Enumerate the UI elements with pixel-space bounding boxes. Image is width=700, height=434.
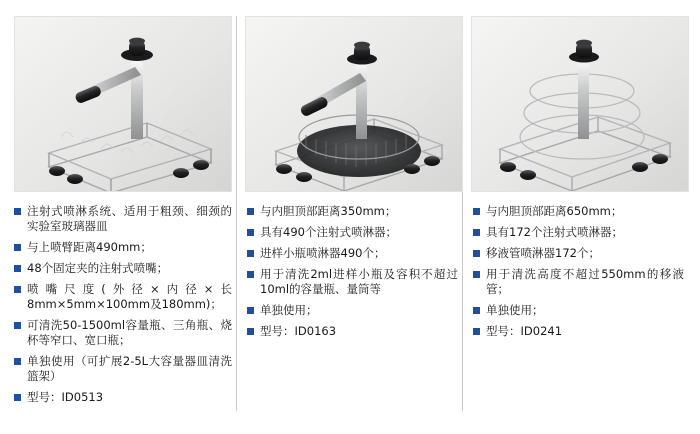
product-column-2 xyxy=(236,16,462,411)
feature-text: 移液管喷淋器172个； xyxy=(486,246,600,260)
feature-text: 具有172个注射式喷淋器； xyxy=(486,225,623,239)
bullet-icon xyxy=(473,250,480,257)
feature-text: 与内胆顶部距离350mm； xyxy=(260,204,397,218)
bullet-icon xyxy=(473,229,480,236)
bullet-icon xyxy=(473,328,480,335)
bullet-icon xyxy=(247,328,254,335)
feature-item xyxy=(247,246,458,261)
feature-item xyxy=(14,282,232,312)
product-photo-3 xyxy=(471,16,689,192)
bullet-icon xyxy=(247,229,254,236)
product-photo-3-image xyxy=(472,17,688,191)
product-photo-1 xyxy=(14,16,232,192)
feature-item xyxy=(247,204,458,219)
feature-item xyxy=(14,318,232,348)
feature-list-1 xyxy=(14,204,232,405)
bullet-icon xyxy=(247,250,254,257)
feature-text: 用于清洗2ml进样小瓶及容积不超过10ml的容量瓶、量筒等 xyxy=(260,267,458,296)
bullet-icon xyxy=(247,208,254,215)
bullet-icon xyxy=(14,322,21,329)
feature-text: 与内胆顶部距离650mm； xyxy=(486,204,623,218)
bullet-icon xyxy=(14,208,21,215)
bullet-icon xyxy=(14,286,21,293)
product-photo-1-image xyxy=(15,17,231,191)
bullet-icon xyxy=(14,394,21,401)
product-column-1 xyxy=(10,16,236,411)
feature-text: 具有490个注射式喷淋器； xyxy=(260,225,397,239)
feature-text: 用于清洗高度不超过550mm的移液管； xyxy=(486,267,684,296)
feature-text: 与上喷臂距离490mm； xyxy=(27,240,152,254)
feature-text: 单独使用； xyxy=(486,303,544,317)
model-text: 型号：ID0163 xyxy=(260,324,337,338)
feature-list-3 xyxy=(473,204,684,339)
bullet-icon xyxy=(473,208,480,215)
feature-item xyxy=(14,204,232,234)
feature-item xyxy=(14,261,232,276)
feature-text: 单独使用（可扩展2-5L大容量器皿清洗篮架） xyxy=(27,354,232,383)
feature-item xyxy=(14,240,232,255)
bullet-icon xyxy=(14,358,21,365)
feature-text: 可清洗50-1500ml容量瓶、三角瓶、烧杯等窄口、宽口瓶； xyxy=(27,318,232,347)
feature-item xyxy=(473,246,684,261)
feature-text: 喷嘴尺度(外径×内径×长8mm×5mm×100mm及180mm)； xyxy=(27,282,232,311)
feature-text: 进样小瓶喷淋器490个； xyxy=(260,246,386,260)
bullet-icon xyxy=(247,271,254,278)
product-column-3 xyxy=(462,16,688,411)
model-text: 型号：ID0241 xyxy=(486,324,563,338)
feature-item xyxy=(473,204,684,219)
feature-item xyxy=(473,225,684,240)
bullet-icon xyxy=(14,244,21,251)
bullet-icon xyxy=(473,271,480,278)
feature-list-2 xyxy=(247,204,458,339)
feature-item xyxy=(14,354,232,384)
feature-text: 48个固定夹的注射式喷嘴； xyxy=(27,261,169,275)
model-number xyxy=(247,324,458,339)
feature-item xyxy=(247,267,458,297)
bullet-icon xyxy=(247,307,254,314)
feature-item xyxy=(473,267,684,297)
bullet-icon xyxy=(473,307,480,314)
product-photo-2 xyxy=(245,16,463,192)
model-number xyxy=(473,324,684,339)
feature-text: 注射式喷淋系统、适用于粗颈、细颈的实验室玻璃器皿 xyxy=(27,204,232,233)
feature-item xyxy=(473,303,684,318)
bullet-icon xyxy=(14,265,21,272)
feature-text: 单独使用； xyxy=(260,303,318,317)
product-photo-2-image xyxy=(246,17,462,191)
model-text: 型号：ID0513 xyxy=(27,390,104,404)
model-number xyxy=(14,390,232,405)
feature-item xyxy=(247,303,458,318)
feature-item xyxy=(247,225,458,240)
